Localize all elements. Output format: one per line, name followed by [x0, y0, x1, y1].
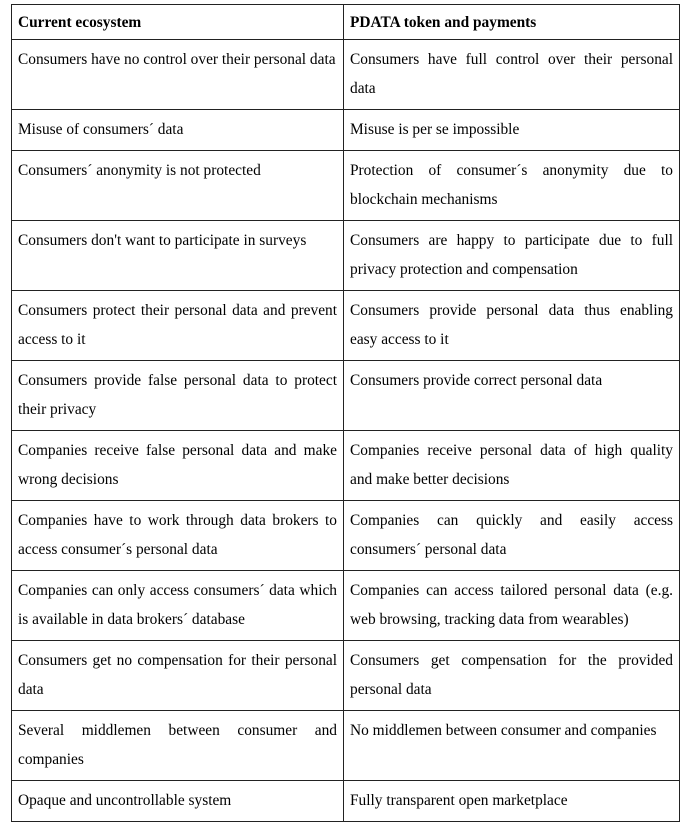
cell-current: Consumers don't want to participate in surveys	[12, 221, 344, 291]
table-row	[12, 361, 680, 431]
cell-current: Companies receive false personal data and make wrong decisions	[12, 431, 344, 501]
table-row	[12, 431, 680, 501]
table-row	[12, 641, 680, 711]
table-row	[12, 151, 680, 221]
cell-current: Consumers´ anonymity is not protected	[12, 151, 344, 221]
cell-current: Opaque and uncontrollable system	[12, 781, 344, 822]
header-pdata-token: PDATA token and payments	[344, 5, 680, 40]
comparison-table	[11, 4, 680, 822]
header-current-ecosystem: Current ecosystem	[12, 5, 344, 40]
cell-pdata: Companies can access tailored personal data (e.g. web browsing, tracking data from wearables)	[344, 571, 680, 641]
table-row	[12, 501, 680, 571]
table-row	[12, 571, 680, 641]
table-row	[12, 110, 680, 151]
table-row	[12, 40, 680, 110]
cell-pdata: Fully transparent open marketplace	[344, 781, 680, 822]
cell-current: Consumers provide false personal data to protect their privacy	[12, 361, 344, 431]
cell-pdata: Companies receive personal data of high quality and make better decisions	[344, 431, 680, 501]
cell-pdata: Consumers provide correct personal data	[344, 361, 680, 431]
header-row	[12, 5, 680, 40]
cell-current: Consumers protect their personal data and prevent access to it	[12, 291, 344, 361]
table-row	[12, 711, 680, 781]
table-row	[12, 291, 680, 361]
cell-current: Misuse of consumers´ data	[12, 110, 344, 151]
cell-current: Companies can only access consumers´ data which is available in data brokers´ database	[12, 571, 344, 641]
cell-current: Companies have to work through data brokers to access consumer´s personal data	[12, 501, 344, 571]
table-row	[12, 221, 680, 291]
cell-current: Several middlemen between consumer and companies	[12, 711, 344, 781]
table-row	[12, 781, 680, 822]
cell-pdata: Misuse is per se impossible	[344, 110, 680, 151]
cell-pdata: Consumers are happy to participate due to full privacy protection and compensation	[344, 221, 680, 291]
cell-pdata: Companies can quickly and easily access consumers´ personal data	[344, 501, 680, 571]
cell-current: Consumers have no control over their personal data	[12, 40, 344, 110]
cell-pdata: No middlemen between consumer and companies	[344, 711, 680, 781]
cell-pdata: Consumers have full control over their personal data	[344, 40, 680, 110]
cell-pdata: Protection of consumer´s anonymity due to blockchain mechanisms	[344, 151, 680, 221]
cell-pdata: Consumers get compensation for the provided personal data	[344, 641, 680, 711]
cell-current: Consumers get no compensation for their personal data	[12, 641, 344, 711]
cell-pdata: Consumers provide personal data thus enabling easy access to it	[344, 291, 680, 361]
